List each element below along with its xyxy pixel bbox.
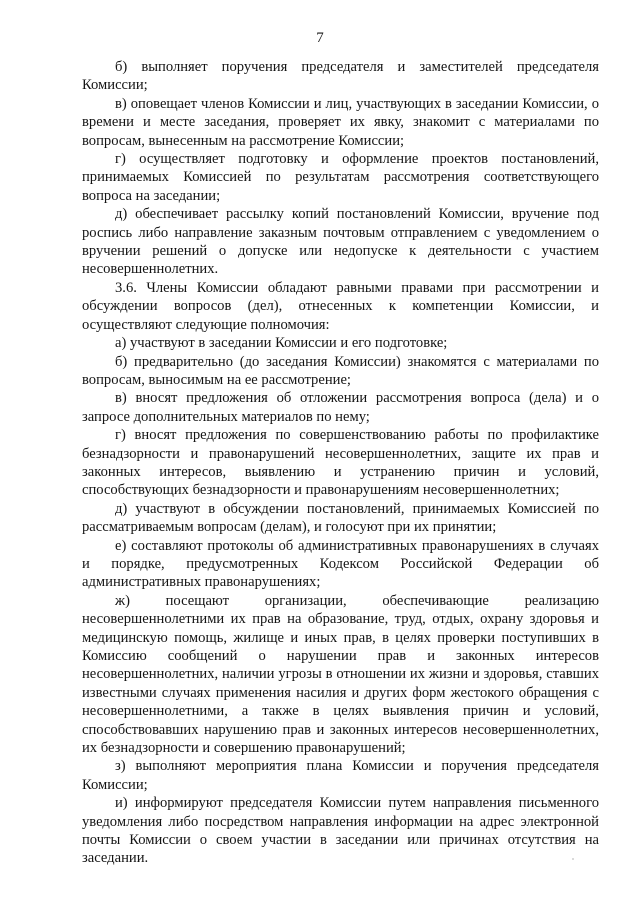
paragraph-b-secretary: б) выполняет поручения председателя и заместителей председателя Комиссии; <box>82 59 599 94</box>
paragraph-e-members: е) составляют протоколы об административных правонарушениях в случаях и порядке, предусмотренных Кодексом Российской Федерации об административных правонарушениях; <box>82 537 599 591</box>
paragraph-3-6: 3.6. Члены Комиссии обладают равными правами при рассмотрении и обсуждении вопросов (дел), отнесенных к компетенции Комиссии, и осуществляют следующие полномочия: <box>82 279 599 333</box>
paragraph-g-secretary: г) осуществляет подготовку и оформление проектов постановлений, принимаемых Комиссией по результатам рассмотрения соответствующего вопроса на заседании; <box>82 151 599 204</box>
page-number: 7 <box>316 30 324 46</box>
paragraph-g-members: г) вносят предложения по совершенствованию работы по профилактике безнадзорности и правонарушений несовершеннолетних, защите их прав и законных интересов, выявлению и устранению причин и условий, способствующих безнадзорности и правонарушениям несовершеннолетних; <box>82 427 599 499</box>
paragraph-v-members: в) вносят предложения об отложении рассмотрения вопроса (дела) и о запросе дополнительных материалов по нему; <box>82 390 599 425</box>
paragraph-i-members: и) информируют председателя Комиссии путем направления письменного уведомления либо посредством направления информации на адрес электронной почты Комиссии о своем участии в заседании или причинах отсутствия на заседании. <box>82 795 599 867</box>
paragraph-d-secretary: д) обеспечивает рассылку копий постановлений Комиссии, вручение под роспись либо направление заказным почтовым отправлением с уведомлением о вручении решений о допуске или недопуске к деятельности с участием несовершеннолетних. <box>82 206 599 278</box>
paragraph-z-members: з) выполняют мероприятия плана Комиссии и поручения председателя Комиссии; <box>82 758 599 793</box>
paragraph-b-members: б) предварительно (до заседания Комиссии) знакомятся с материалами по вопросам, выносимым на ее рассмотрение; <box>82 353 599 388</box>
document-body <box>82 58 599 868</box>
scan-artifact <box>572 858 574 860</box>
paragraph-d-members: д) участвуют в обсуждении постановлений, принимаемых Комиссией по рассматриваемым вопросам (делам), и голосуют при их принятии; <box>82 500 599 536</box>
paragraph-v-secretary: в) оповещает членов Комиссии и лиц, участвующих в заседании Комиссии, о времени и месте заседания, проверяет их явку, знакомит с материалами по вопросам, вынесенным на рассмотрение Комиссии; <box>82 95 599 149</box>
paragraph-a-members: а) участвуют в заседании Комиссии и его подготовке; <box>115 335 448 352</box>
paragraph-zh-members: ж) посещают организации, обеспечивающие реализацию несовершеннолетними их прав на образование, труд, отдых, охрану здоровья и медицинскую помощь, жилище и иных прав, в целях проверки поступивших в Комиссию сообщений о нарушении прав и законных интересов несовершеннолетних, наличии угрозы в отношении их жизни и здоровья, ставших известными случаях применения насилия и других форм жестокого обращения с несовершеннолетними, а также в целях выявления причин и условий, способствовавших нарушению прав и законных интересов несовершеннолетних, их безнадзорности и совершению правонарушений; <box>82 592 599 757</box>
